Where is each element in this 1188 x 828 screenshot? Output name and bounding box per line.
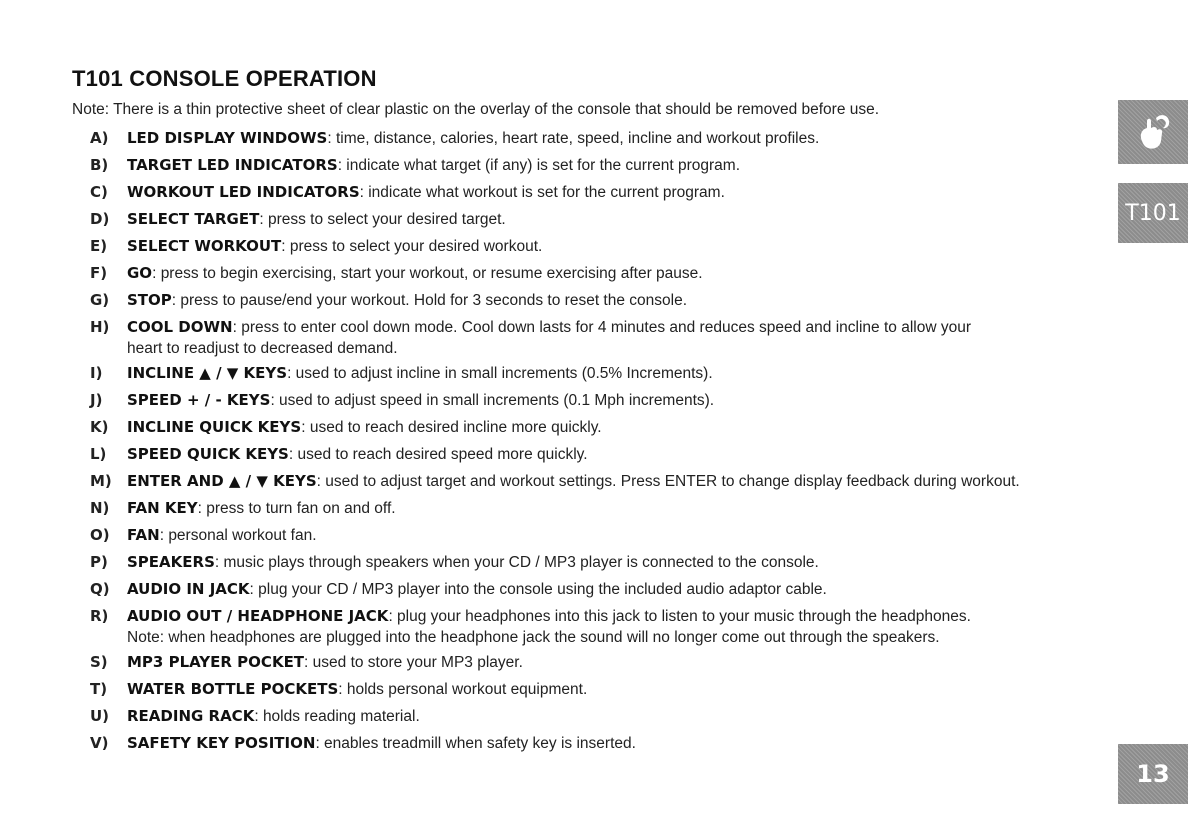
item-body [127, 314, 1100, 360]
item-body [127, 260, 1100, 287]
item-letter: J) [90, 391, 103, 409]
item-description: : enables treadmill when safety key is inserted. [315, 735, 636, 752]
item-description: : plug your headphones into this jack to listen to your music through the headphones. [388, 608, 971, 625]
item-description: : indicate what workout is set for the current program. [359, 184, 725, 201]
feature-item [90, 314, 1100, 360]
feature-item [90, 703, 1100, 730]
item-term: SAFETY KEY POSITION [127, 734, 316, 752]
feature-item [90, 730, 1100, 757]
item-letter: Q) [90, 580, 110, 598]
item-description: : used to reach desired speed more quickly. [288, 446, 588, 463]
item-letter: L) [90, 445, 107, 463]
item-description: : time, distance, calories, heart rate, speed, incline and workout profiles. [327, 130, 820, 147]
item-body [127, 576, 1100, 603]
item-body [127, 152, 1100, 179]
item-body [127, 414, 1100, 441]
feature-item [90, 206, 1100, 233]
feature-item [90, 233, 1100, 260]
feature-item [90, 125, 1100, 152]
item-letter: F) [90, 264, 108, 282]
item-description: : used to adjust speed in small increments (0.1 Mph increments). [270, 392, 715, 409]
item-description: : press to enter cool down mode. Cool down lasts for 4 minutes and reduces speed and incline to allow your [232, 319, 971, 336]
hand-pointer-icon [1130, 109, 1176, 155]
item-letter: K) [90, 418, 109, 436]
item-body [127, 495, 1100, 522]
item-term: READING RACK [127, 707, 255, 725]
item-description: : holds personal workout equipment. [338, 681, 588, 698]
item-description: : used to adjust target and workout settings. Press ENTER to change display feedback during workout. [316, 473, 1020, 490]
item-letter: A) [90, 129, 109, 147]
item-description: : press to turn fan on and off. [197, 500, 396, 517]
item-term: COOL DOWN [127, 318, 233, 336]
item-letter: R) [90, 607, 109, 625]
item-letter: V) [90, 734, 109, 752]
item-term: SPEAKERS [127, 553, 215, 571]
feature-item [90, 468, 1100, 495]
item-description: : plug your CD / MP3 player into the console using the included audio adaptor cable. [249, 581, 827, 598]
item-body [127, 649, 1100, 676]
item-description: : personal workout fan. [159, 527, 317, 544]
item-body [127, 468, 1100, 495]
item-body [127, 676, 1100, 703]
item-body [127, 549, 1100, 576]
item-term: SELECT TARGET [127, 210, 260, 228]
item-description: : music plays through speakers when your CD / MP3 player is connected to the console. [214, 554, 819, 571]
model-tab [1118, 183, 1188, 243]
item-term: INCLINE QUICK KEYS [127, 418, 302, 436]
item-term: SPEED QUICK KEYS [127, 445, 289, 463]
feature-item [90, 522, 1100, 549]
feature-item [90, 576, 1100, 603]
item-term: LED DISPLAY WINDOWS [127, 129, 328, 147]
item-term: WORKOUT LED INDICATORS [127, 183, 360, 201]
feature-item [90, 387, 1100, 414]
feature-item [90, 360, 1100, 387]
feature-item [90, 649, 1100, 676]
feature-item [90, 179, 1100, 206]
item-description: : press to select your desired target. [259, 211, 506, 228]
item-description: : used to adjust incline in small increments (0.5% Increments). [287, 365, 713, 382]
item-body [127, 387, 1100, 414]
item-body [127, 603, 1100, 649]
page-title: T101 CONSOLE OPERATION [72, 66, 377, 91]
item-letter: U) [90, 707, 110, 725]
feature-item [90, 152, 1100, 179]
item-letter: P) [90, 553, 108, 571]
model-tab-label: T101 [1125, 200, 1181, 226]
section-tab-icon [1118, 100, 1188, 164]
item-body [127, 522, 1100, 549]
item-continuation: heart to readjust to decreased demand. [127, 340, 398, 357]
feature-item [90, 603, 1100, 649]
item-term: WATER BOTTLE POCKETS [127, 680, 339, 698]
feature-item [90, 495, 1100, 522]
item-description: : press to select your desired workout. [281, 238, 543, 255]
item-letter: S) [90, 653, 108, 671]
item-letter: G) [90, 291, 110, 309]
page-number: 13 [1136, 760, 1170, 788]
item-continuation: Note: when headphones are plugged into the headphone jack the sound will no longer come out through the speakers. [127, 629, 940, 646]
item-description: : used to store your MP3 player. [304, 654, 523, 671]
item-body [127, 730, 1100, 757]
item-body [127, 233, 1100, 260]
item-letter: T) [90, 680, 108, 698]
item-letter: B) [90, 156, 109, 174]
item-term: INCLINE ▲ / ▼ KEYS [127, 364, 288, 382]
item-term: AUDIO OUT / HEADPHONE JACK [127, 607, 389, 625]
page-number-tab [1118, 744, 1188, 804]
item-body [127, 360, 1100, 387]
item-letter: C) [90, 183, 108, 201]
item-body [127, 125, 1100, 152]
item-term: STOP [127, 291, 172, 309]
item-body [127, 703, 1100, 730]
item-letter: M) [90, 472, 112, 490]
item-term: FAN KEY [127, 499, 198, 517]
item-description: : indicate what target (if any) is set for the current program. [337, 157, 740, 174]
feature-item [90, 549, 1100, 576]
item-term: FAN [127, 526, 160, 544]
item-description: : used to reach desired incline more quickly. [301, 419, 602, 436]
item-description: : press to pause/end your workout. Hold for 3 seconds to reset the console. [171, 292, 688, 309]
feature-item [90, 260, 1100, 287]
item-letter: D) [90, 210, 110, 228]
item-description: : holds reading material. [254, 708, 420, 725]
item-letter: O) [90, 526, 110, 544]
item-body [127, 287, 1100, 314]
item-term: ENTER AND ▲ / ▼ KEYS [127, 472, 317, 490]
console-feature-list [90, 125, 1100, 757]
item-description: : press to begin exercising, start your workout, or resume exercising after pause. [152, 265, 703, 282]
item-term: TARGET LED INDICATORS [127, 156, 338, 174]
item-term: SPEED + / - KEYS [127, 391, 271, 409]
item-letter: I) [90, 364, 103, 382]
feature-item [90, 414, 1100, 441]
item-letter: H) [90, 318, 110, 336]
feature-item [90, 441, 1100, 468]
item-body [127, 206, 1100, 233]
protective-sheet-note: Note: There is a thin protective sheet of clear plastic on the overlay of the console that should be removed before use. [72, 101, 880, 118]
item-body [127, 179, 1100, 206]
item-letter: E) [90, 237, 108, 255]
item-term: SELECT WORKOUT [127, 237, 282, 255]
item-body [127, 441, 1100, 468]
item-term: GO [127, 264, 153, 282]
item-term: MP3 PLAYER POCKET [127, 653, 305, 671]
feature-item [90, 287, 1100, 314]
feature-item [90, 676, 1100, 703]
item-term: AUDIO IN JACK [127, 580, 250, 598]
item-letter: N) [90, 499, 110, 517]
